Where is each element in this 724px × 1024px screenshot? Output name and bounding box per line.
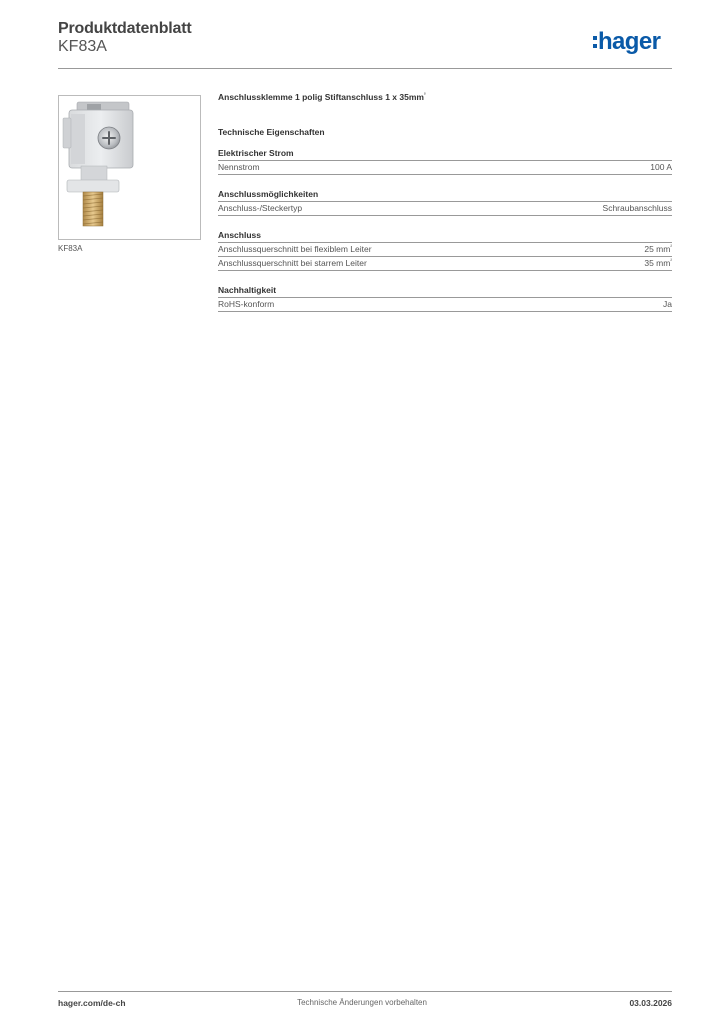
logo-text: hager [598,28,661,55]
terminal-clamp-icon [59,96,200,239]
spec-content [218,92,672,326]
group-anschlussmoeglichkeiten [218,189,672,216]
group-title: Elektrischer Strom [218,148,672,161]
group-elektrischer-strom [218,148,672,175]
spec-value: 100 A [650,162,672,172]
footer-disclaimer: Technische Änderungen vorbehalten [297,998,427,1007]
group-title: Anschlussmöglichkeiten [218,189,672,202]
group-anschluss [218,230,672,271]
spec-label: RoHS-konform [218,299,275,309]
spec-value: Schraubanschluss [602,203,672,213]
image-caption: KF83A [58,244,83,253]
spec-row [218,243,672,257]
spec-label: Anschluss-/Steckertyp [218,203,303,213]
section-heading: Technische Eigenschaften [218,127,325,137]
spec-row [218,298,672,312]
spec-label: Anschlussquerschnitt bei flexiblem Leiter [218,244,372,254]
logo-dots-icon [593,35,597,49]
product-code: KF83A [58,38,107,55]
spec-row [218,257,672,271]
spec-label: Nennstrom [218,162,260,172]
footer-divider [58,991,672,992]
spec-value: 25 $mm^{^2}$ [644,244,672,254]
document-title: Produktdatenblatt [58,20,192,37]
group-nachhaltigkeit [218,285,672,312]
spec-value: 35 $mm^{^2}$ [644,258,672,268]
product-image [58,95,201,240]
product-name: Anschlussklemme 1 polig Stiftanschluss 1 x $35mm^{^2}$ [218,92,426,102]
hager-logo [593,27,660,57]
footer-date: 03.03.2026 [629,998,672,1008]
group-title: Anschluss [218,230,672,243]
spec-label: Anschlussquerschnitt bei starrem Leiter [218,258,367,268]
footer-website-link[interactable]: hager.com/de-ch [58,998,126,1008]
spec-value: Ja [663,299,672,309]
header-divider [58,68,672,69]
group-title: Nachhaltigkeit [218,285,672,298]
spec-row [218,161,672,175]
spec-row [218,202,672,216]
